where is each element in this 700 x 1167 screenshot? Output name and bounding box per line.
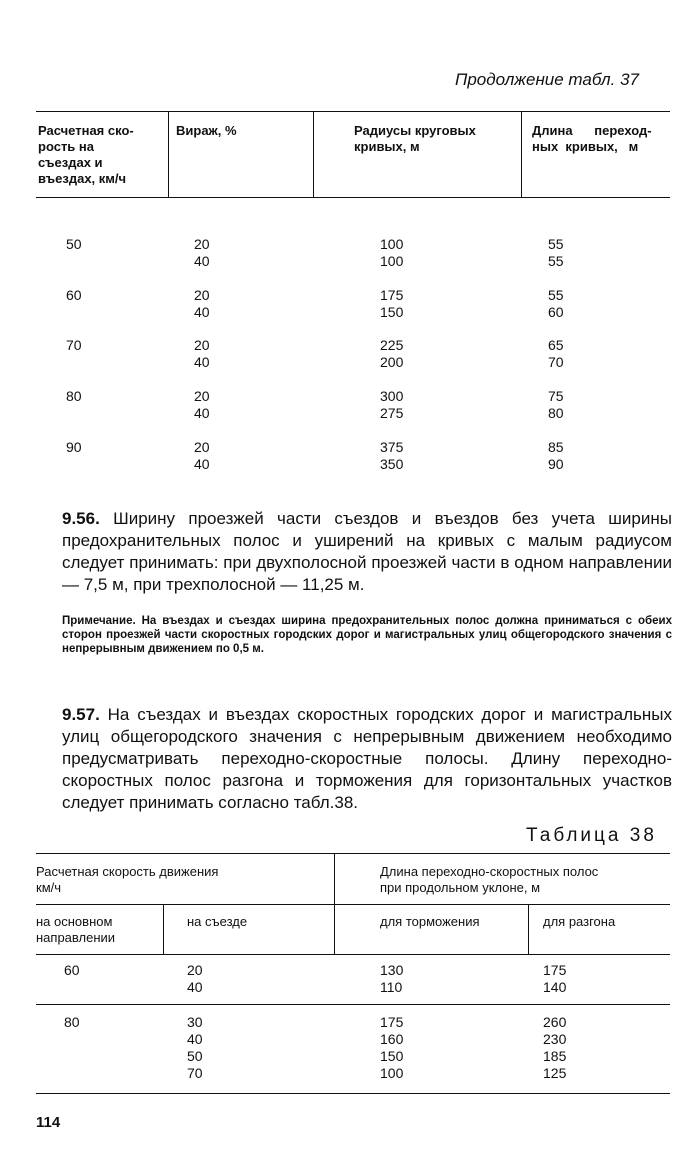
table-row-superelevation: 20 40 <box>194 236 210 269</box>
table38-header-rule <box>36 954 670 955</box>
table-row-ramp: 30 40 50 70 <box>187 1014 203 1081</box>
table38-header-length: Длина переходно-скоростных полос при продольном уклоне, м <box>380 864 599 895</box>
table38-header-ramp: на съезде <box>187 914 248 929</box>
table-row-braking: 175 160 150 100 <box>380 1014 404 1081</box>
table-row-speed: 50 <box>66 236 82 252</box>
table-row-speed: 60 <box>66 287 82 303</box>
table38-bottom-rule <box>36 1093 670 1094</box>
continuation-title: Продолжение табл. 37 <box>455 70 639 89</box>
table38-header-main: на основном направлении <box>36 914 116 945</box>
table-row-ramp: 20 40 <box>187 962 203 995</box>
table37-header-speed: Расчетная ско- рость на съездах и въездах, км/ч <box>38 123 134 186</box>
table37-top-rule <box>36 111 670 112</box>
table-row-transition: 65 70 <box>548 337 564 370</box>
table38-row-rule <box>36 1004 670 1005</box>
table-row-radius: 225 200 <box>380 337 404 370</box>
table37-col-divider <box>168 112 169 197</box>
table38-top-rule <box>36 853 670 854</box>
page-number: 114 <box>36 1114 61 1131</box>
paragraph-9-56 <box>62 508 672 596</box>
table-row-superelevation: 20 40 <box>194 439 210 472</box>
table-row-transition: 55 55 <box>548 236 564 269</box>
paragraph-9-57 <box>62 704 672 814</box>
table-row-main: 80 <box>64 1014 80 1030</box>
table-row-transition: 55 60 <box>548 287 564 320</box>
table-row-braking: 130 110 <box>380 962 404 995</box>
table38-subheader-rule <box>36 904 670 905</box>
table-row-superelevation: 20 40 <box>194 388 210 421</box>
paragraph-text: Ширину проезжей части съездов и въездов без учета ширины предохранительных полос и уширений на кривых с малым радиусом следует принимать: при двухполосной проезжей части в одном направлении — 7,5 м, при трехполосной — 11,25 м. <box>62 509 672 594</box>
table-row-accel: 260 230 185 125 <box>543 1014 567 1081</box>
table37-header-superelevation: Вираж, % <box>176 123 237 138</box>
table-row-radius: 375 350 <box>380 439 404 472</box>
note-text: На въездах и съездах ширина предохранительных полос должна приниматься с обеих сторон проезжей части скоростных городских дорог и магистральных улиц общегородского значения с непрерывным движением по 0,5 м. <box>62 615 672 655</box>
table37-header-transition: Длина переход- ных кривых, м <box>532 123 652 154</box>
table-row-radius: 300 275 <box>380 388 404 421</box>
table-row-main: 60 <box>64 962 80 978</box>
table-row-superelevation: 20 40 <box>194 337 210 370</box>
table37-col-divider <box>313 112 314 197</box>
paragraph-number: 9.56. <box>62 509 100 528</box>
table38-header-braking: для торможения <box>380 914 480 929</box>
table37-col-divider <box>521 112 522 197</box>
table-row-radius: 100 100 <box>380 236 404 269</box>
note-label: Примечание. <box>62 615 136 627</box>
table38-col-divider <box>163 905 164 954</box>
table-row-transition: 85 90 <box>548 439 564 472</box>
table38-col-divider <box>528 905 529 954</box>
table-row-accel: 175 140 <box>543 962 567 995</box>
table-38-title: Таблица 38 <box>526 825 657 846</box>
table-row-radius: 175 150 <box>380 287 404 320</box>
table-row-speed: 80 <box>66 388 82 404</box>
table37-header-radius: Радиусы круговых кривых, м <box>354 123 476 154</box>
table38-header-speed: Расчетная скорость движения км/ч <box>36 864 219 895</box>
table-row-superelevation: 20 40 <box>194 287 210 320</box>
paragraph-number: 9.57. <box>62 705 100 724</box>
note <box>62 614 672 656</box>
paragraph-text: На съездах и въездах скоростных городских дорог и магистральных улиц общегородского значения с непрерывным движением необходимо предусматривать переходно-скоростные полосы. Длину переходно-скоростных полос разгона и торможения для горизонтальных участков следует принимать согласно табл.38. <box>62 705 672 812</box>
table-row-speed: 70 <box>66 337 82 353</box>
table38-header-accel: для разгона <box>543 914 616 929</box>
table38-col-divider <box>334 854 335 954</box>
table-row-transition: 75 80 <box>548 388 564 421</box>
table-row-speed: 90 <box>66 439 82 455</box>
table37-header-rule <box>36 197 670 198</box>
